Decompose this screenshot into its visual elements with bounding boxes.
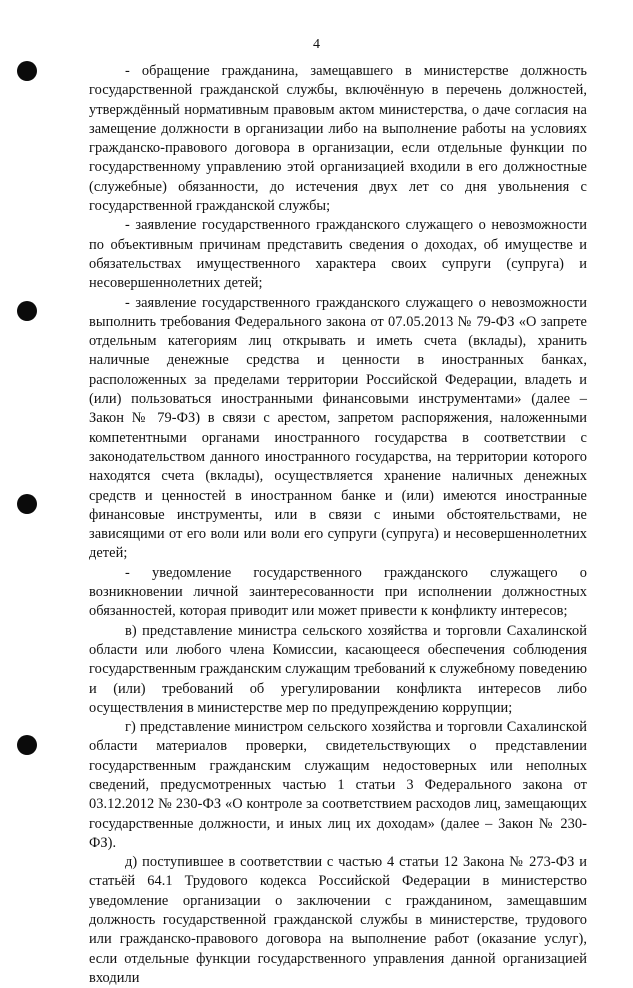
punch-hole-bottom	[17, 735, 37, 755]
paragraph-item-g: г) представление министром сельского хозяйства и торговли Сахалинской области материалов проверки, свидетельствующих о представлении государственным гражданским служащим недостоверных или неполных сведений, предусмотренных частью 1 статьи 3 Федерального закона от 03.12.2012 № 230-ФЗ «О контроле за соответствием расходов лиц, замещающих государственные должности, и иных лиц их доходам» (далее – Закон № 230-ФЗ).	[89, 719, 587, 851]
paragraph-notice-conflict-of-interest: - уведомление государственного гражданского служащего о возникновении личной заинтересованности при исполнении должностных обязанностей, которая приводит или может привести к конфликту интересов;	[89, 564, 587, 620]
paragraph-statement-income-info: - заявление государственного гражданского служащего о невозможности по объективным причинам представить сведения о доходах, об имуществе и обязательствах имущественного характера своих супруги (супруга) и несовершеннолетних детей;	[89, 217, 587, 292]
paragraph-item-d: д) поступившее в соответствии с частью 4 статьи 12 Закона № 273-ФЗ и статьёй 64.1 Трудового кодекса Российской Федерации в министерство уведомление организации о заключении с гражданином, замещавшим должность государственной гражданской службы в министерстве, трудового или гражданско-правового договора на выполнение работ (оказание услуг), если отдельные функции государственного управления данной организацией входили	[89, 854, 587, 986]
page-number: 4	[313, 37, 320, 52]
punch-hole-upper-middle	[17, 301, 37, 321]
punch-hole-lower-middle	[17, 494, 37, 514]
document-body	[89, 62, 587, 988]
paragraph-statement-law-79fz: - заявление государственного гражданского служащего о невозможности выполнить требования Федерального закона от 07.05.2013 № 79-ФЗ «О запрете отдельным категориям лиц открывать и иметь счета (вклады), хранить наличные денежные средства и ценности в иностранных банках, расположенных за пределами территории Российской Федерации, владеть и (или) пользоваться иностранными финансовыми инструментами» (далее – Закон № 79-ФЗ) в связи с арестом, запретом распоряжения, наложенными компетентными органами иностранного государства в соответствии с законодательством данного иностранного государства, на территории которого находятся счета (вклады), осуществляется хранение наличных денежных средств и ценностей в иностранном банке и (или) имеются иностранные финансовые инструменты, или в связи с иными обстоятельствами, не зависящими от его воли или воли его супруги (супруга) и несовершеннолетних детей;	[89, 294, 587, 562]
paragraph-appeal-former-servant: - обращение гражданина, замещавшего в министерстве должность государственной гражданской службы, включённую в перечень должностей, утверждённый нормативным правовым актом министерства, о даче согласия на замещение должности в организации либо на выполнение работы на условиях гражданско-правового договора в организации, если отдельные функции по государственному управлению этой организацией входили в его должностные (служебные) обязанности, до истечения двух лет со дня увольнения с государственной гражданской службы;	[89, 63, 587, 215]
paragraph-item-v: в) представление министра сельского хозяйства и торговли Сахалинской области или любого члена Комиссии, касающееся обеспечения соблюдения государственным гражданским служащим требований к служебному поведению и (или) требований об урегулировании конфликта интересов либо осуществления в министерстве мер по предупреждению коррупции;	[89, 622, 587, 716]
punch-hole-top	[17, 61, 37, 81]
